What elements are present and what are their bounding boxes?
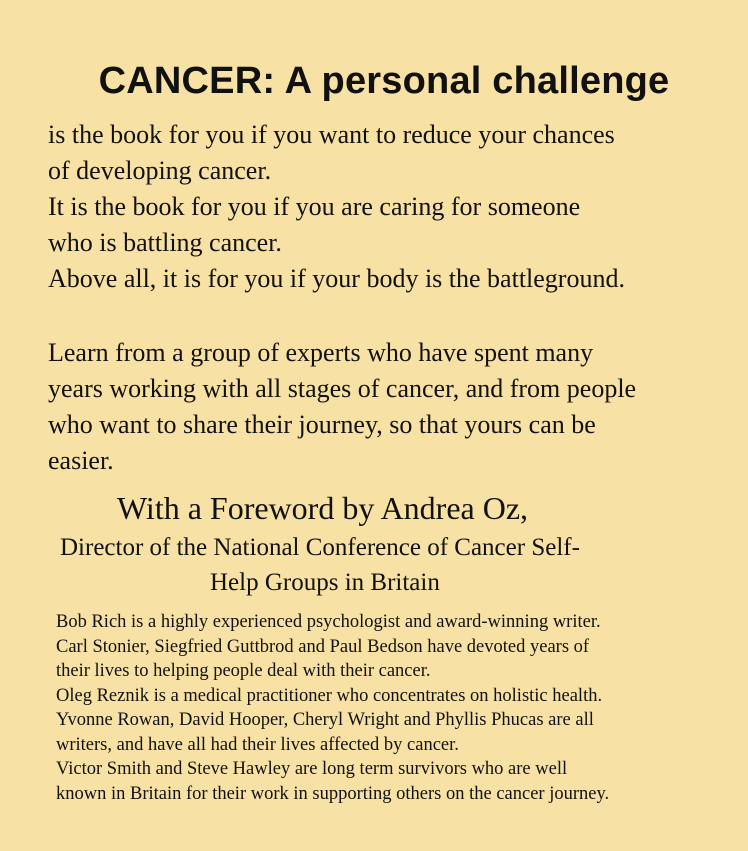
learn-line: Learn from a group of experts who have spent many: [48, 338, 594, 367]
authors-line: Bob Rich is a highly experienced psychologist and award-winning writer.: [56, 612, 601, 632]
learn-line: who want to share their journey, so that yours can be: [48, 410, 596, 439]
authors-paragraph: [56, 610, 736, 806]
authors-line: Yvonne Rowan, David Hooper, Cheryl Wright and Phyllis Phucas are all: [56, 710, 594, 730]
foreword-credit-line: Help Groups in Britain: [210, 569, 440, 596]
authors-line: Oleg Reznik is a medical practitioner who concentrates on holistic health.: [56, 685, 603, 706]
authors-line: Victor Smith and Steve Hawley are long term survivors who are well: [56, 759, 568, 779]
intro-line: It is the book for you if you are caring for someone: [48, 192, 581, 221]
authors-line: Carl Stonier, Siegfried Guttbrod and Paul Bedson have devoted years of: [56, 636, 590, 657]
learn-line: years working with all stages of cancer, and from people: [48, 374, 637, 403]
authors-line: their lives to helping people deal with their cancer.: [56, 661, 431, 681]
authors-line: writers, and have all had their lives affected by cancer.: [56, 734, 459, 755]
book-title: CANCER: A personal challenge: [98, 60, 670, 102]
foreword-credit-line: Director of the National Conference of Cancer Self-: [60, 534, 580, 561]
intro-line: of developing cancer.: [48, 156, 272, 185]
learn-line: easier.: [48, 446, 114, 475]
foreword-heading: With a Foreword by Andrea Oz,: [117, 490, 529, 526]
intro-line: who is battling cancer.: [48, 228, 282, 257]
learn-paragraph: [48, 335, 732, 479]
authors-line: known in Britain for their work in supporting others on the cancer journey.: [56, 783, 610, 804]
intro-line: is the book for you if you want to reduce your chances: [48, 120, 615, 149]
intro-line: Above all, it is for you if your body is the battleground.: [48, 264, 625, 293]
intro-paragraph: [48, 117, 728, 297]
